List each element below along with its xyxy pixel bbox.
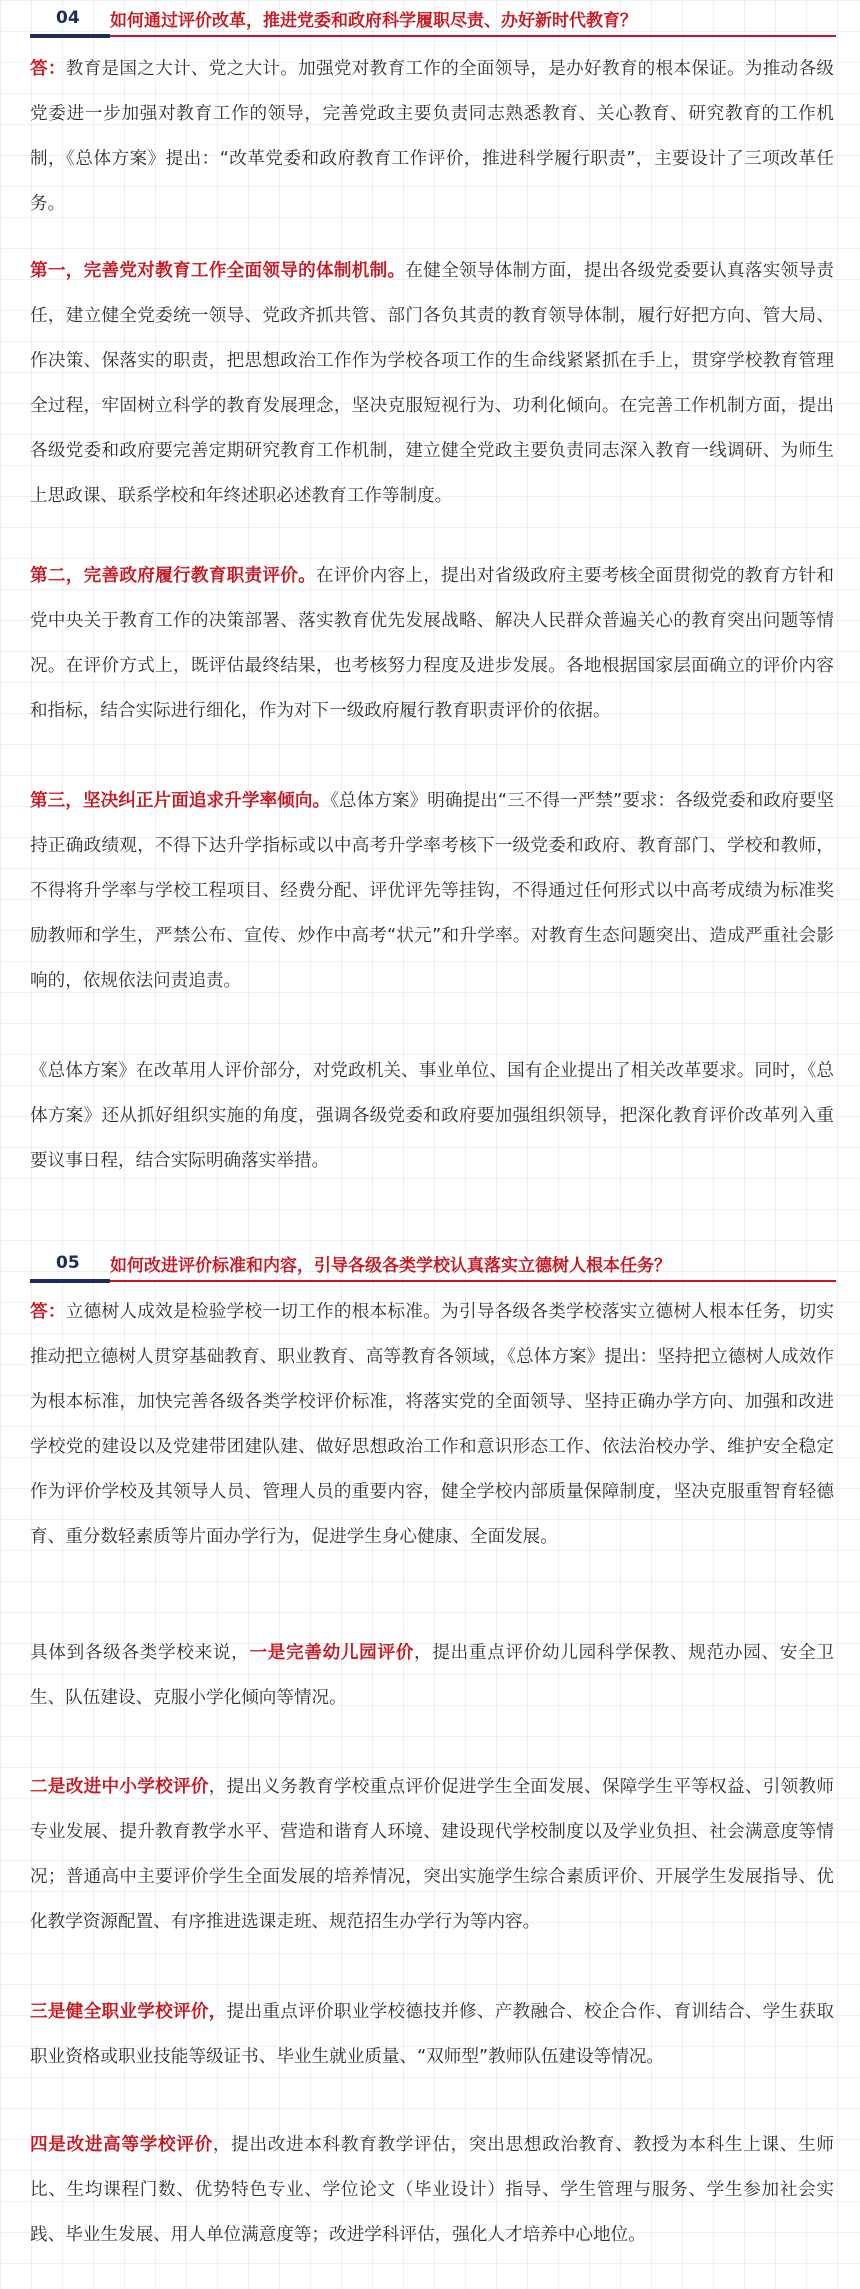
point-text: 《总体方案》明确提出“三不得一严禁”要求：各级党委和政府要坚持正确政绩观，不得下达升学指标或以中高考升学率考核下一级党委和政府、教育部门、学校和教师，不得将升学率与学校工程项目、经费分配、评优评先等挂钩，不得通过任何形式以中高考成绩为标准奖励教师和学生，严禁公布、宣传、炒作中高考“状元”和升学率。对教育生态问题突出、造成严重社会影响的，依规依法问责追责。 [30, 791, 834, 991]
point-heading: 第一，完善党对教育工作全面领导的体制机制。 [30, 261, 406, 281]
point-text: 提出重点评价职业学校德技并修、产教融合、校企合作、育训结合、学生获取职业资格或职业技能等级证书、毕业生就业质量、“双师型”教师队伍建设等情况。 [30, 2002, 834, 2067]
closing-paragraph: 《总体方案》在改革用人评价部分，对党政机关、事业单位、国有企业提出了相关改革要求。同时，《总体方案》还从抓好组织实施的角度，强调各级党委和政府要加强组织领导，把深化教育评价改革列入重要议事日程，结合实际明确落实举措。 [30, 1061, 834, 1171]
point-heading: 四是改进高等学校评价 [30, 2135, 213, 2155]
point-paragraph [30, 1990, 834, 2080]
point-paragraph [30, 779, 834, 1004]
answer-label: 答： [30, 1302, 66, 1322]
answer-label: 答： [30, 59, 66, 79]
point-heading: 第三，坚决纠正片面追求升学率倾向。 [30, 791, 331, 811]
section-05-header [30, 1247, 836, 1283]
point-text: 在健全领导体制方面，提出各级党委要认真落实领导责任，建立健全党委统一领导、党政齐抓共管、部门各负其责的教育领导体制，履行好把方向、管大局、作决策、保落实的职责，把思想政治工作作为学校各项工作的生命线紧紧抓在手上，贯穿学校教育管理全过程，牢固树立科学的教育发展理念，坚决克服短视行为、功利化倾向。在完善工作机制方面，提出各级党委和政府要完善定期研究教育工作机制，建立健全党政主要负责同志深入教育一线调研、为师生上思政课、联系学校和年终述职必述教育工作等制度。 [30, 261, 834, 506]
point-heading: 三是健全职业学校评价， [30, 2002, 227, 2022]
answer-text: 立德树人成效是检验学校一切工作的根本标准。为引导各级各类学校落实立德树人根本任务，切实推动把立德树人贯穿基础教育、职业教育、高等教育各领域，《总体方案》提出：坚持把立德树人成效作为根本标准，加快完善各级各类学校评价标准，将落实党的全面领导、坚持正确办学方向、加强和改进学校党的建设以及党建带团建队建、做好思想政治工作和意识形态工作、依法治校办学、维护安全稳定作为评价学校及其领导人员、管理人员的重要内容，健全学校内部质量保障制度，坚决克服重智育轻德育、重分数轻素质等片面办学行为，促进学生身心健康、全面发展。 [30, 1302, 834, 1547]
answer-paragraph [30, 1290, 834, 1560]
header-underline [110, 35, 836, 37]
point-heading: 二是改进中小学校评价 [30, 1777, 209, 1797]
point-text: ，提出义务教育学校重点评价促进学生全面发展、保障学生平等权益、引领教师专业发展、提升教育教学水平、营造和谐育人环境、建设现代学校制度以及学业负担、社会满意度等情况；普通高中主要评价学生全面发展的培养情况，突出实施学生综合素质评价、开展学生发展指导、优化教学资源配置、有序推进选课走班、规范招生办学行为等内容。 [30, 1777, 834, 1932]
section-title: 如何通过评价改革，推进党委和政府科学履职尽责、办好新时代教育？ [110, 11, 637, 31]
section-04-header [30, 2, 836, 38]
answer-paragraph [30, 47, 834, 227]
intro-paragraph [30, 1631, 834, 1721]
answer-text: 教育是国之大计、党之大计。加强党对教育工作的全面领导，是办好教育的根本保证。为推动各级党委进一步加强对教育工作的领导，完善党政主要负责同志熟悉教育、关心教育、研究教育的工作机制，《总体方案》提出：“改革党委和政府教育工作评价，推进科学履行职责”，主要设计了三项改革任务。 [30, 59, 834, 214]
intro-text: ，提出重点评价幼儿园科学保教、规范办园、安全卫生、队伍建设、克服小学化倾向等情况。 [30, 1643, 834, 1708]
point-heading: 第二，完善政府履行教育职责评价。 [30, 566, 316, 586]
header-accent-line [30, 1279, 110, 1283]
point-heading: 一是完善幼儿园评价 [249, 1643, 415, 1663]
point-paragraph [30, 554, 834, 734]
point-paragraph [30, 1765, 834, 1945]
point-text: ，提出改进本科教育教学评估，突出思想政治教育、教授为本科生上课、生师比、生均课程门数、优势特色专业、学位论文（毕业设计）指导、学生管理与服务、学生参加社会实践、毕业生发展、用人单位满意度等；改进学科评估，强化人才培养中心地位。 [30, 2135, 834, 2245]
header-underline [110, 1280, 836, 1282]
intro-text: 具体到各级各类学校来说， [30, 1643, 250, 1663]
header-accent-line [30, 34, 110, 38]
point-paragraph [30, 2123, 834, 2258]
point-text: 在评价内容上，提出对省级政府主要考核全面贯彻党的教育方针和党中央关于教育工作的决策部署、落实教育优先发展战略、解决人民群众普遍关心的教育突出问题等情况。在评价方式上，既评估最终结果，也考核努力程度及进步发展。各地根据国家层面确立的评价内容和指标，结合实际进行细化，作为对下一级政府履行教育职责评价的依据。 [30, 566, 834, 721]
section-number: 04 [56, 8, 80, 28]
point-paragraph [30, 249, 834, 519]
section-number: 05 [56, 1253, 80, 1273]
section-title: 如何改进评价标准和内容，引导各级各类学校认真落实立德树人根本任务？ [110, 1256, 671, 1276]
